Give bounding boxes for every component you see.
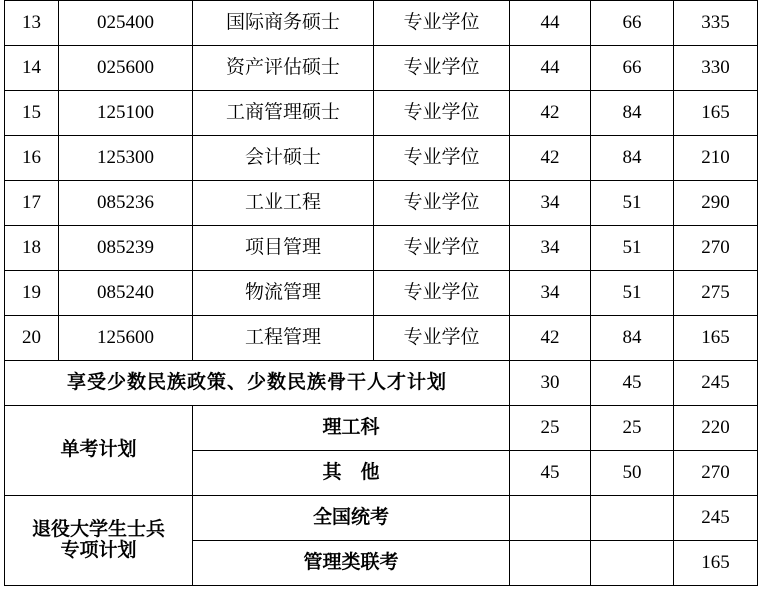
single-exam-science-label: 理工科 <box>193 406 510 451</box>
degree-type: 专业学位 <box>374 136 510 181</box>
degree-type: 专业学位 <box>374 1 510 46</box>
table-row-single-exam-science <box>5 406 758 451</box>
score-total: 270 <box>674 451 758 496</box>
score-politics: 44 <box>510 1 591 46</box>
score-foreign-language: 51 <box>591 181 674 226</box>
row-index: 13 <box>5 1 59 46</box>
score-politics: 34 <box>510 181 591 226</box>
score-foreign-language <box>591 496 674 541</box>
single-exam-other-label: 其 他 <box>193 451 510 496</box>
table-row <box>5 181 758 226</box>
degree-type: 专业学位 <box>374 46 510 91</box>
veteran-plan-label-line2: 专项计划 <box>60 539 137 561</box>
row-index: 14 <box>5 46 59 91</box>
minority-policy-label: 享受少数民族政策、少数民族骨干人才计划 <box>5 361 510 406</box>
table-row-veteran-national <box>5 496 758 541</box>
score-foreign-language: 50 <box>591 451 674 496</box>
score-total: 165 <box>674 541 758 586</box>
row-index: 18 <box>5 226 59 271</box>
score-politics: 34 <box>510 271 591 316</box>
major-name: 会计硕士 <box>193 136 374 181</box>
score-politics: 42 <box>510 316 591 361</box>
major-code: 085239 <box>59 226 193 271</box>
major-name: 工程管理 <box>193 316 374 361</box>
score-politics: 30 <box>510 361 591 406</box>
score-foreign-language: 66 <box>591 1 674 46</box>
single-exam-plan-label: 单考计划 <box>5 406 193 496</box>
score-total: 165 <box>674 91 758 136</box>
degree-type: 专业学位 <box>374 316 510 361</box>
score-total: 245 <box>674 361 758 406</box>
major-code: 025400 <box>59 1 193 46</box>
table-row <box>5 136 758 181</box>
row-index: 16 <box>5 136 59 181</box>
table-row <box>5 226 758 271</box>
score-total: 220 <box>674 406 758 451</box>
score-total: 210 <box>674 136 758 181</box>
degree-type: 专业学位 <box>374 226 510 271</box>
major-code: 085240 <box>59 271 193 316</box>
veteran-plan-label <box>5 496 193 586</box>
score-total: 270 <box>674 226 758 271</box>
score-foreign-language: 84 <box>591 136 674 181</box>
table-row <box>5 316 758 361</box>
score-foreign-language: 84 <box>591 316 674 361</box>
major-name: 物流管理 <box>193 271 374 316</box>
major-name: 资产评估硕士 <box>193 46 374 91</box>
major-code: 125600 <box>59 316 193 361</box>
degree-type: 专业学位 <box>374 271 510 316</box>
score-foreign-language: 45 <box>591 361 674 406</box>
admission-score-table <box>4 0 758 586</box>
score-foreign-language: 66 <box>591 46 674 91</box>
major-name: 工业工程 <box>193 181 374 226</box>
score-total: 330 <box>674 46 758 91</box>
score-foreign-language: 84 <box>591 91 674 136</box>
score-politics: 44 <box>510 46 591 91</box>
score-total: 165 <box>674 316 758 361</box>
score-politics: 34 <box>510 226 591 271</box>
row-index: 17 <box>5 181 59 226</box>
degree-type: 专业学位 <box>374 91 510 136</box>
major-code: 085236 <box>59 181 193 226</box>
table-row <box>5 1 758 46</box>
row-index: 19 <box>5 271 59 316</box>
degree-type: 专业学位 <box>374 181 510 226</box>
score-foreign-language <box>591 541 674 586</box>
veteran-management-exam-label: 管理类联考 <box>193 541 510 586</box>
score-politics <box>510 541 591 586</box>
score-politics <box>510 496 591 541</box>
score-total: 335 <box>674 1 758 46</box>
score-foreign-language: 51 <box>591 226 674 271</box>
major-code: 025600 <box>59 46 193 91</box>
major-name: 工商管理硕士 <box>193 91 374 136</box>
score-politics: 25 <box>510 406 591 451</box>
score-foreign-language: 51 <box>591 271 674 316</box>
score-total: 245 <box>674 496 758 541</box>
major-code: 125300 <box>59 136 193 181</box>
major-name: 项目管理 <box>193 226 374 271</box>
score-politics: 45 <box>510 451 591 496</box>
score-politics: 42 <box>510 91 591 136</box>
row-index: 20 <box>5 316 59 361</box>
score-total: 275 <box>674 271 758 316</box>
table-row <box>5 91 758 136</box>
table-row <box>5 46 758 91</box>
table-row-minority-policy <box>5 361 758 406</box>
veteran-national-exam-label: 全国统考 <box>193 496 510 541</box>
major-name: 国际商务硕士 <box>193 1 374 46</box>
score-total: 290 <box>674 181 758 226</box>
veteran-plan-label-line1: 退役大学生士兵 <box>31 518 165 540</box>
table-row <box>5 271 758 316</box>
score-foreign-language: 25 <box>591 406 674 451</box>
score-politics: 42 <box>510 136 591 181</box>
major-code: 125100 <box>59 91 193 136</box>
row-index: 15 <box>5 91 59 136</box>
